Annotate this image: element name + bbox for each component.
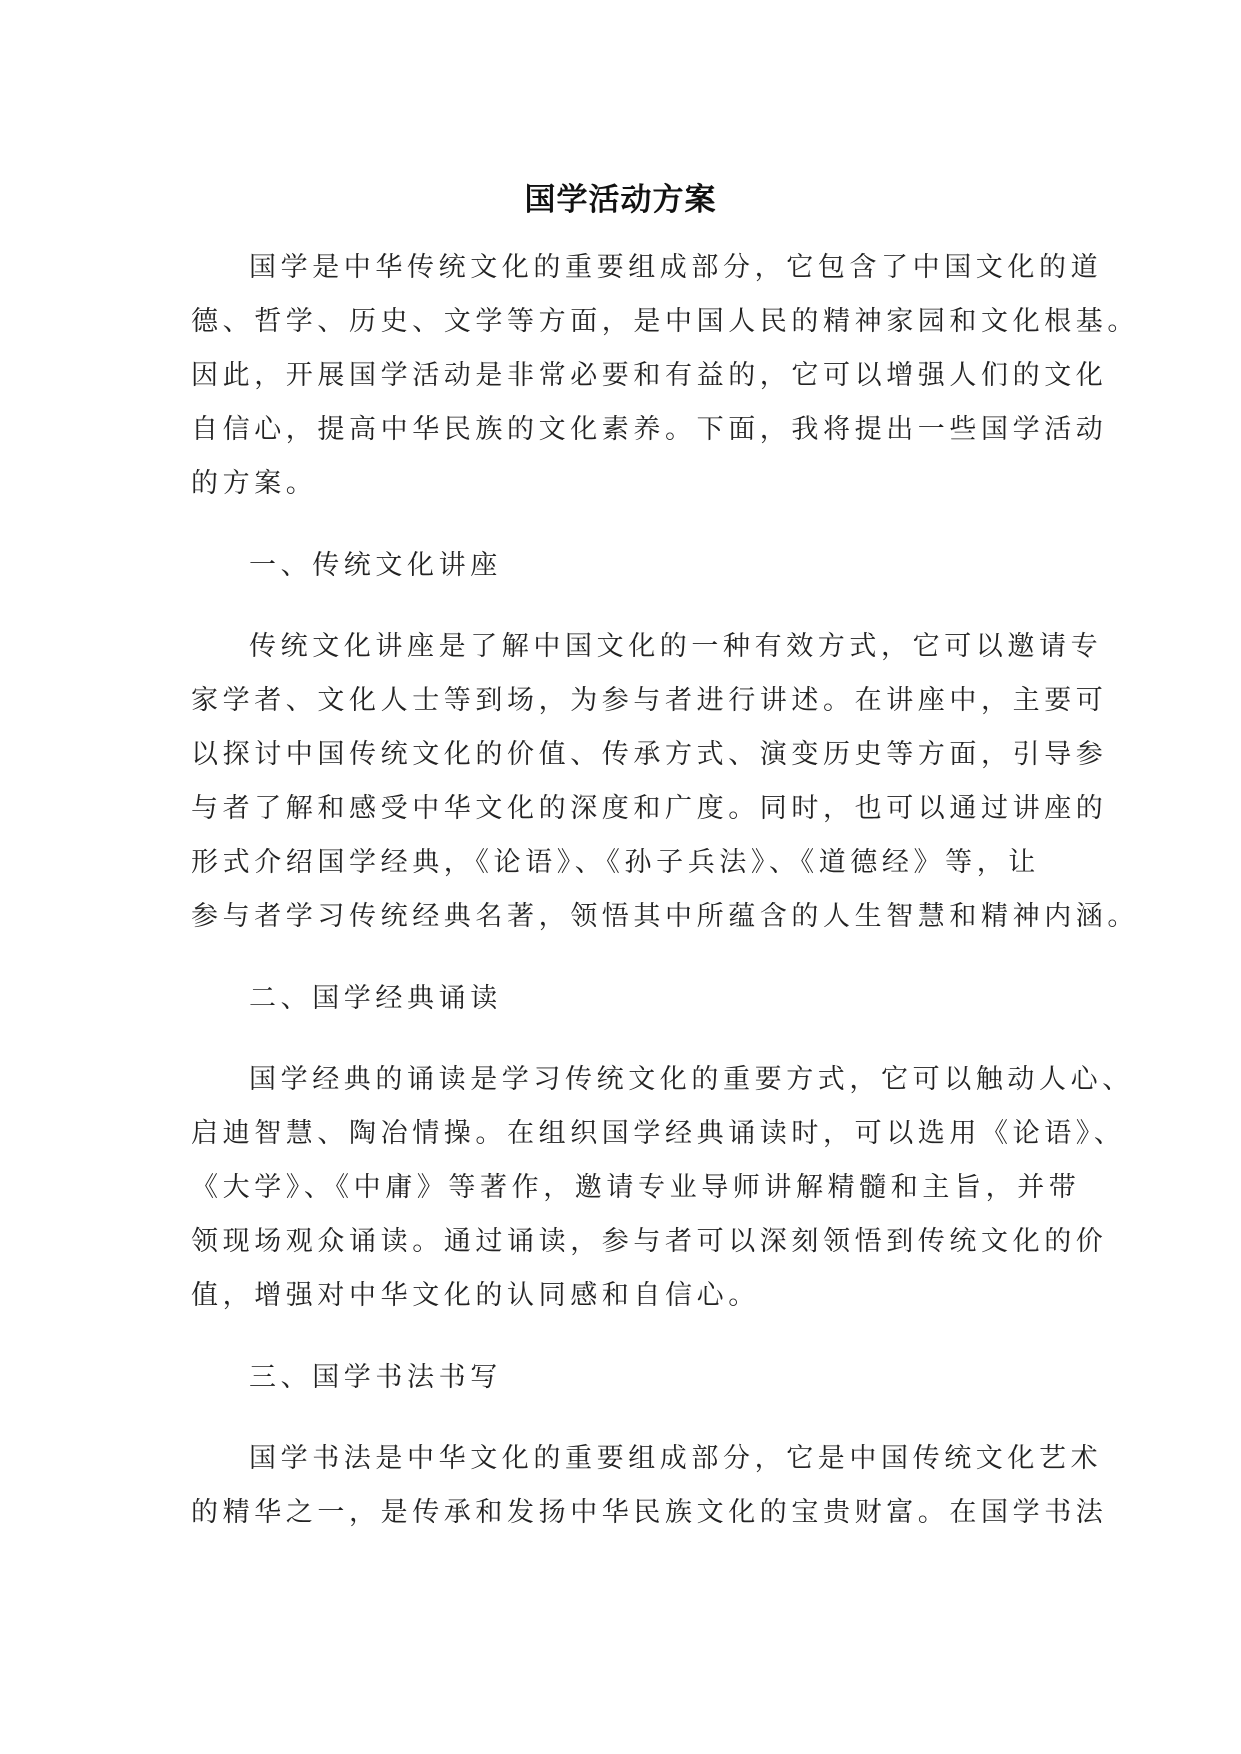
section-heading: 三、国学书法书写 [249, 1362, 502, 1393]
text-line: 参与者学习传统经典名著，领悟其中所蕴含的人生智慧和精神内涵。 [191, 901, 1139, 932]
section-heading: 一、传统文化讲座 [249, 550, 502, 581]
text-line: 与者了解和感受中华文化的深度和广度。同时，也可以通过讲座的 [191, 793, 1108, 824]
text-line: 国学经典的诵读是学习传统文化的重要方式，它可以触动人心、 [249, 1064, 1134, 1095]
text-line: 形式介绍国学经典，《论语》、《孙子兵法》、《道德经》等，让 [191, 847, 1040, 878]
text-line: 国学书法是中华文化的重要组成部分，它是中国传统文化艺术 [249, 1443, 1103, 1474]
section-heading: 二、国学经典诵读 [249, 983, 502, 1014]
text-line: 值，增强对中华文化的认同感和自信心。 [191, 1280, 760, 1311]
text-line: 国学是中华传统文化的重要组成部分，它包含了中国文化的道 [249, 252, 1103, 283]
text-line: 家学者、文化人士等到场，为参与者进行讲述。在讲座中，主要可 [191, 685, 1108, 716]
page-title: 国学活动方案 [524, 182, 717, 218]
text-line: 以探讨中国传统文化的价值、传承方式、演变历史等方面，引导参 [191, 739, 1108, 770]
text-line: 因此，开展国学活动是非常必要和有益的，它可以增强人们的文化 [191, 360, 1108, 391]
text-line: 启迪智慧、陶冶情操。在组织国学经典诵读时，可以选用《论语》、 [191, 1118, 1126, 1149]
text-line: 自信心，提高中华民族的文化素养。下面，我将提出一些国学活动 [191, 414, 1108, 445]
text-line: 领现场观众诵读。通过诵读，参与者可以深刻领悟到传统文化的价 [191, 1226, 1108, 1257]
text-line: 的方案。 [191, 468, 318, 499]
text-line: 《大学》、《中庸》等著作，邀请专业导师讲解精髓和主旨，并带 [191, 1172, 1081, 1203]
text-line: 德、哲学、历史、文学等方面，是中国人民的精神家园和文化根基。 [191, 306, 1139, 337]
text-line: 传统文化讲座是了解中国文化的一种有效方式，它可以邀请专 [249, 631, 1103, 662]
text-line: 的精华之一，是传承和发扬中华民族文化的宝贵财富。在国学书法 [191, 1497, 1108, 1528]
